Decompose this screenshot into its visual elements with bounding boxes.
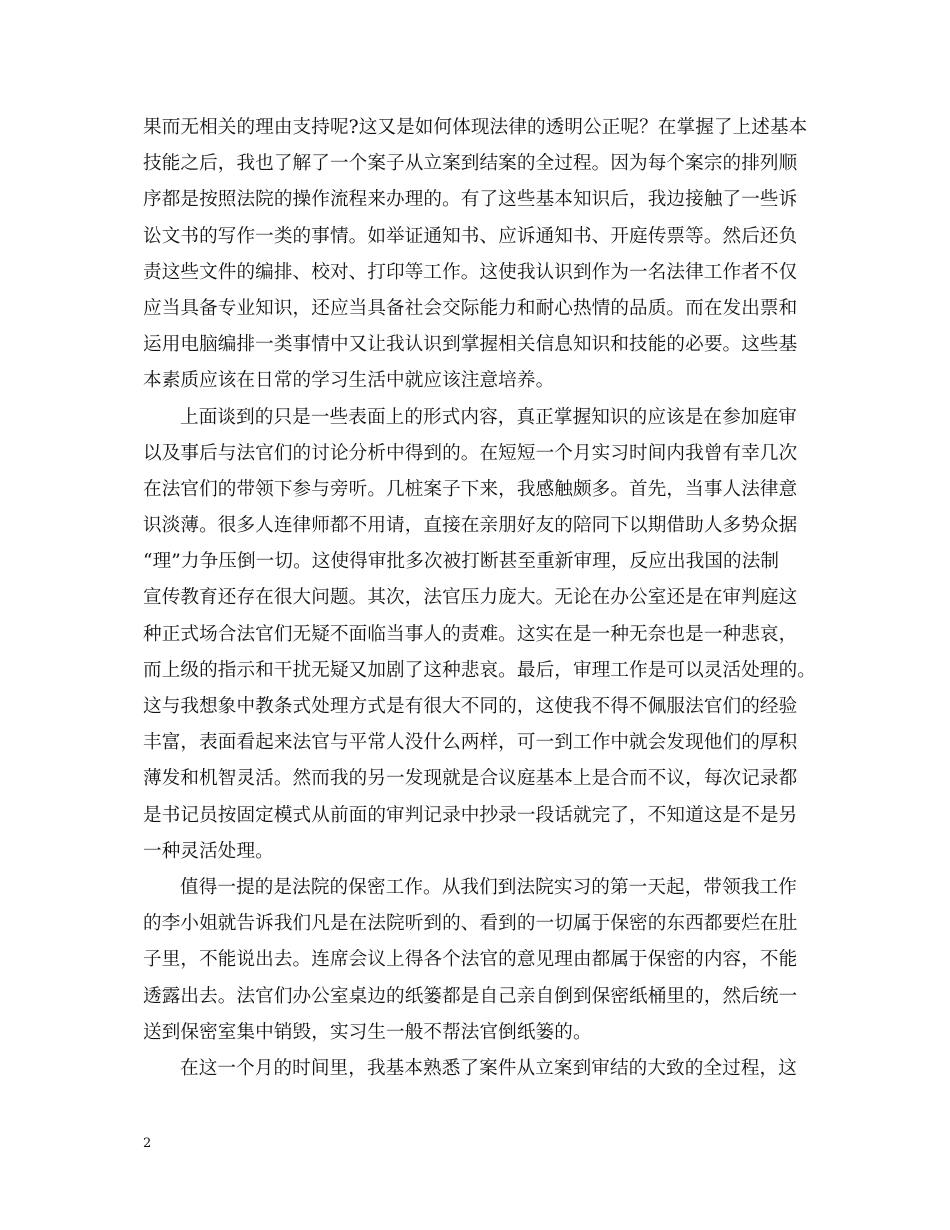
paragraph-start-line: 值得一提的是法院的保密工作。从我们到法院实习的第一天起，带领我工作 — [180, 876, 797, 898]
paragraph-start-line: 上面谈到的只是一些表面上的形式内容，真正掌握知识的应该是在参加庭审 — [180, 406, 797, 428]
text-line: 在法官们的带领下参与旁听。几桩案子下来，我感触颇多。首先，当事人法律意 — [143, 478, 798, 500]
text-line: 识淡薄。很多人连律师都不用请，直接在亲朋好友的陪同下以期借助人多势众据 — [143, 515, 798, 537]
text-line: 而上级的指示和干扰无疑又加剧了这种悲哀。最后，审理工作是可以灵活处理的。 — [143, 659, 816, 681]
text-line: 一种灵活处理。 — [143, 840, 274, 862]
text-line: 丰富，表面看起来法官与平常人没什么两样，可一到工作中就会发现他们的厚积 — [143, 732, 798, 754]
text-line: 这与我想象中教条式处理方式是有很大不同的，这使我不得不佩服法官们的经验 — [143, 696, 798, 717]
text-line: 序都是按照法院的操作流程来办理的。有了这些基本知识后，我边接触了一些诉 — [143, 189, 798, 211]
text-line: 薄发和机智灵活。然而我的另一发现就是合议庭基本上是合而不议，每次记录都 — [143, 768, 798, 790]
body-text — [143, 110, 816, 1087]
text-line: 应当具备专业知识，还应当具备社会交际能力和耐心热情的品质。而在发出票和 — [143, 297, 798, 319]
paragraph-start-line: 在这一个月的时间里，我基本熟悉了案件从立案到审结的大致的全过程，这 — [180, 1057, 797, 1079]
text-line: 责这些文件的编排、校对、打印等工作。这使我认识到作为一名法律工作者不仅 — [143, 261, 798, 283]
text-line: “理”力争压倒一切。这使得审批多次被打断甚至重新审理，反应出我国的法制 — [143, 551, 780, 573]
text-line: 是书记员按固定模式从前面的审判记录中抄录一段话就完了，不知道这是不是另 — [143, 804, 798, 826]
text-line: 的李小姐就告诉我们凡是在法院听到的、看到的一切属于保密的东西都要烂在肚 — [143, 913, 798, 935]
text-line: 技能之后，我也了解了一个案子从立案到结案的全过程。因为每个案宗的排列顺 — [143, 153, 798, 175]
text-line: 种正式场合法官们无疑不面临当事人的责难。这实在是一种无奈也是一种悲哀， — [143, 623, 798, 645]
text-line: 以及事后与法官们的讨论分析中得到的。在短短一个月实习时间内我曾有幸几次 — [143, 442, 798, 464]
text-line: 送到保密室集中销毁，实习生一般不帮法官倒纸篓的。 — [143, 1021, 592, 1043]
text-line: 宣传教育还存在很大问题。其次，法官压力庞大。无论在办公室还是在审判庭这 — [143, 587, 798, 609]
page-number: 2 — [143, 1136, 152, 1151]
text-line: 讼文书的写作一类的事情。如举证通知书、应诉通知书、开庭传票等。然后还负 — [143, 225, 798, 247]
text-line: 果而无相关的理由支持呢?这又是如何体现法律的透明公正呢？在掌握了上述基本 — [143, 117, 808, 138]
text-line: 本素质应该在日常的学习生活中就应该注意培养。 — [143, 370, 555, 392]
text-line: 运用电脑编排一类事情中又让我认识到掌握相关信息知识和技能的必要。这些基 — [143, 334, 798, 356]
text-line: 子里，不能说出去。连席会议上得各个法官的意见理由都属于保密的内容，不能 — [143, 949, 798, 971]
text-line: 透露出去。法官们办公室桌边的纸篓都是自己亲自倒到保密纸桶里的，然后统一 — [143, 985, 798, 1007]
